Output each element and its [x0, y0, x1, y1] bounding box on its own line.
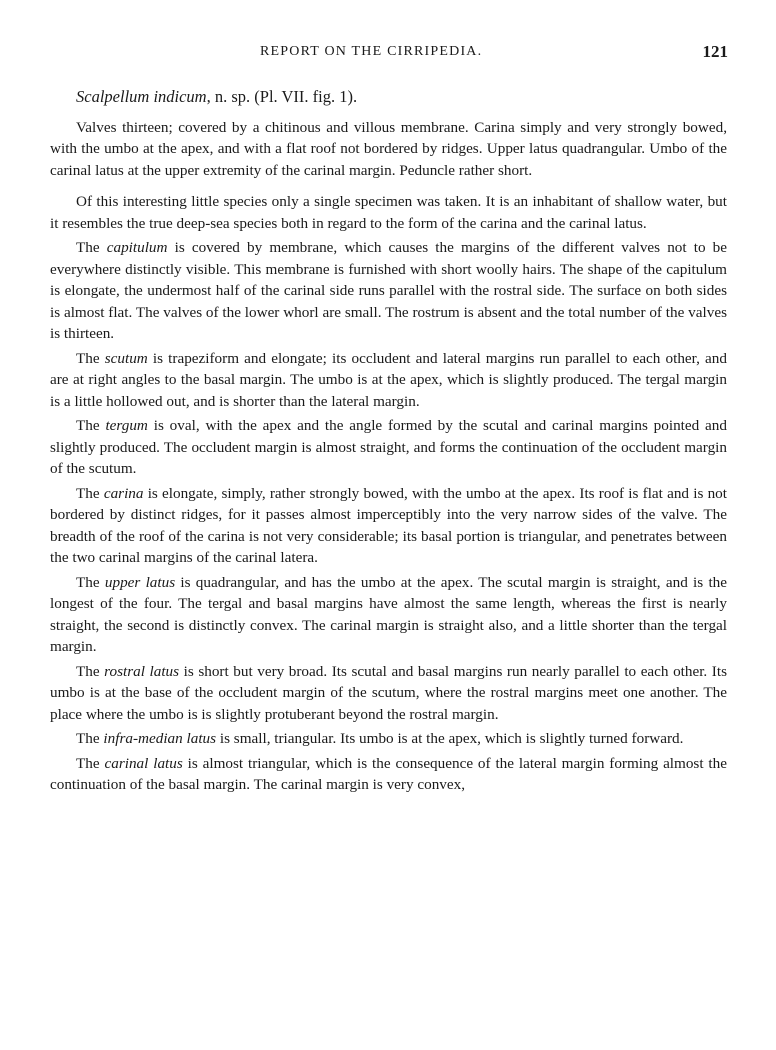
paragraph-lead: The	[76, 239, 107, 256]
carina-paragraph	[50, 483, 727, 569]
species-heading	[76, 86, 727, 108]
term-capitulum: capitulum	[106, 239, 168, 256]
paragraph-text: is quadrangular, and has the umbo at the apex. The scutal margin is straight, and is the longest of the four. The tergal and basal margins have almost the same length, whereas the first is nearly straight, the second is distinctly convex. The carinal margin is straight also, and a little shorter than the tergal margin.	[50, 573, 727, 655]
paragraph-lead: The	[76, 662, 105, 680]
rostral-latus-paragraph	[50, 661, 727, 726]
capitulum-paragraph	[50, 237, 727, 345]
intro-paragraph: Of this interesting little species only a single specimen was taken. It is an inhabitant of shallow water, but it resembles the true deep-sea species both in regard to the form of the carina and the carinal latus.	[50, 193, 727, 232]
term-carina: carina	[103, 484, 144, 502]
term-infra-median-latus: infra-median latus	[103, 730, 217, 747]
upper-latus-paragraph	[50, 572, 727, 658]
paragraph-text: is covered by membrane, which causes the margins of the different valves not to be everywhere distinctly visible. This membrane is furnished with short woolly hairs. The shape of the capitulum is elongate, the undermost half of the carinal side runs parallel with the rostral side. The surface on both sides is almost flat. The valves of the lower whorl are small. The rostrum is absent and the total number of the valves is thirteen.	[50, 239, 727, 342]
paragraph-text: is short but very broad. Its scutal and basal margins run nearly parallel to each other. Its umbo is at the base of the occludent margin of the scutum, where the rostral margins meet one another. The place where the umbo is is slightly protuberant beyond the rostral margin.	[50, 662, 727, 723]
term-tergum: tergum	[105, 417, 148, 434]
paragraph-lead: The	[76, 484, 104, 502]
species-name: Scalpellum indicum	[76, 87, 207, 106]
term-rostral-latus: rostral latus	[104, 662, 180, 680]
term-carinal-latus: carinal latus	[104, 754, 183, 772]
paragraph-text: is trapeziform and elongate; its occludent and lateral margins run parallel to each other, and are at right angles to the basal margin. The umbo is at the apex, which is slightly produced. The tergal margin is a little hollowed out, and is shorter than the lateral margin.	[50, 349, 727, 410]
carinal-latus-paragraph	[50, 753, 727, 796]
page-header	[50, 44, 730, 68]
diagnosis-paragraph: Valves thirteen; covered by a chitinous and villous membrane. Carina simply and very strongly bowed, with the umbo at the apex, and with a flat roof not bordered by ridges. Upper latus quadrangular. Umbo of the carinal latus at the upper extremity of the carinal margin. Peduncle rather short.	[50, 118, 727, 179]
paragraph-text: is small, triangular. Its umbo is at the apex, which is slightly turned forward.	[216, 730, 684, 747]
body-text	[50, 86, 727, 796]
species-plate-reference: , n. sp. (Pl. VII. fig. 1).	[206, 87, 358, 106]
paragraph-text: is elongate, simply, rather strongly bowed, with the umbo at the apex. Its roof is flat and is not bordered by distinct ridges, for it passes almost imperceptibly into the very narrow sides of the valve. The breadth of the roof of the carina is not very considerable; its basal portion is triangular, and penetrates between the two carinal margins of the carinal latera.	[50, 484, 727, 566]
paragraph-text: is almost triangular, which is the consequence of the lateral margin forming almost the continuation of the basal margin. The carinal margin is very convex,	[50, 754, 727, 793]
paragraph-lead: The	[76, 349, 105, 367]
paragraph-lead: The	[76, 730, 104, 747]
paragraph-text: is oval, with the apex and the angle formed by the scutal and carinal margins pointed and slightly produced. The occludent margin is almost straight, and forms the continuation of the occludent margin of the scutum.	[50, 417, 727, 477]
paragraph-lead: The	[76, 754, 105, 772]
scutum-paragraph	[50, 348, 727, 413]
tergum-paragraph	[50, 415, 727, 480]
term-scutum: scutum	[104, 349, 148, 367]
page-number: 121	[702, 42, 728, 61]
infra-median-latus-paragraph	[50, 728, 727, 750]
paragraph-lead: The	[76, 417, 106, 434]
document-page	[50, 0, 730, 1050]
term-upper-latus: upper latus	[104, 573, 176, 591]
running-title: REPORT ON THE CIRRIPEDIA.	[260, 44, 483, 59]
paragraph-lead: The	[76, 573, 105, 591]
